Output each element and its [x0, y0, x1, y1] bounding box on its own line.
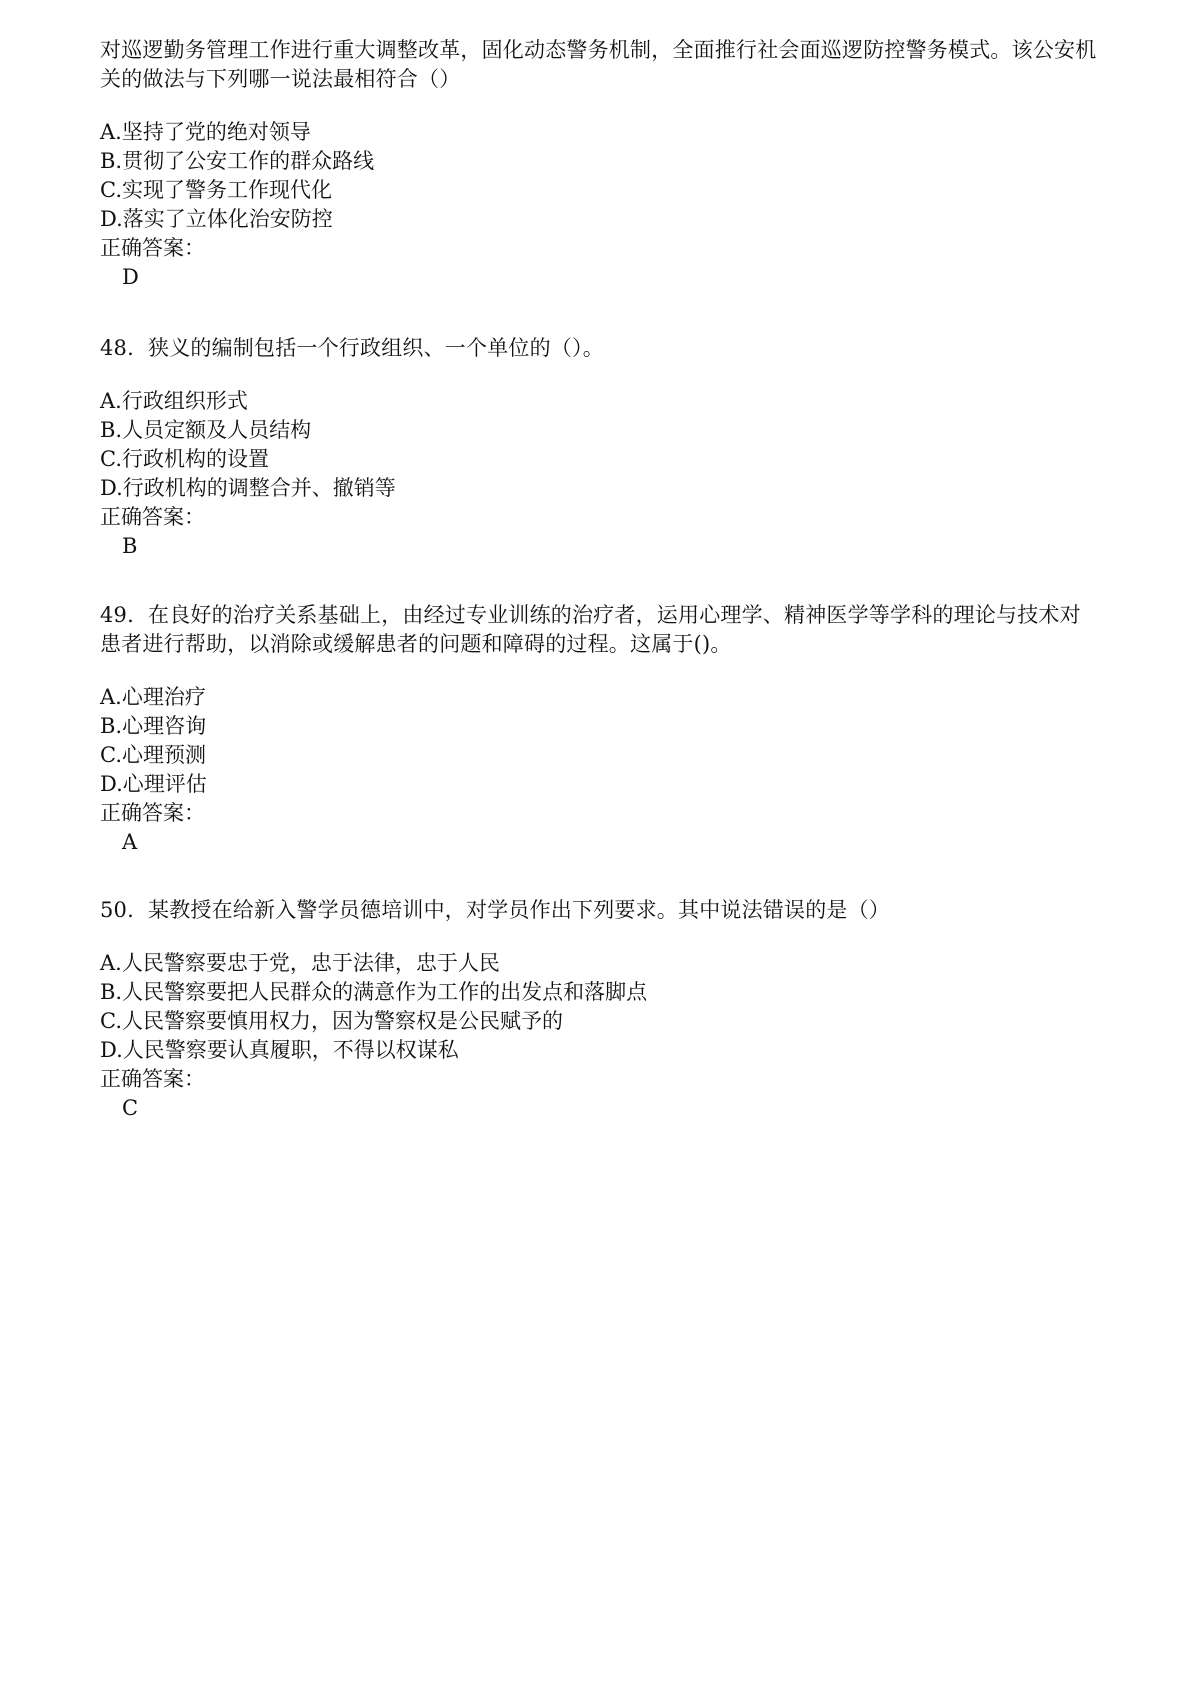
option-d: D.心理评估 [100, 772, 207, 796]
question-text: 某教授在给新入警学员德培训中，对学员作出下列要求。其中说法错误的是（） [148, 898, 890, 922]
answer-value: C [122, 1096, 139, 1120]
question-stem [100, 601, 1100, 659]
option-a: A.人民警察要忠于党，忠于法律，忠于人民 [100, 951, 500, 975]
question-stem: 对巡逻勤务管理工作进行重大调整改革，固化动态警务机制，全面推行社会面巡逻防控警务模式。该公安机关的做法与下列哪一说法最相符合（） [100, 38, 1097, 91]
question-number: 48. [100, 336, 134, 360]
option-list [100, 949, 1100, 1065]
option-c: C.人民警察要慎用权力，因为警察权是公民赋予的 [100, 1009, 563, 1033]
question-stem [100, 334, 1100, 363]
option-c: C.实现了警务工作现代化 [100, 178, 332, 202]
option-b: B.人民警察要把人民群众的满意作为工作的出发点和落脚点 [100, 980, 648, 1004]
option-b: B.人员定额及人员结构 [100, 418, 312, 442]
option-d: D.行政机构的调整合并、撤销等 [100, 476, 396, 500]
option-c: C.心理预测 [100, 743, 206, 767]
answer-value: D [122, 265, 139, 289]
option-b: B.心理咨询 [100, 714, 207, 738]
question-block-48 [100, 334, 1100, 561]
answer-label: 正确答案： [100, 1067, 205, 1091]
option-a: A.行政组织形式 [100, 389, 248, 413]
question-block-50 [100, 896, 1100, 1123]
answer-label: 正确答案： [100, 505, 205, 529]
answer-value: A [122, 830, 138, 854]
question-number: 50. [100, 898, 134, 922]
question-block-49 [100, 601, 1100, 857]
question-text: 在良好的治疗关系基础上，由经过专业训练的治疗者，运用心理学、精神医学等学科的理论与技术对患者进行帮助，以消除或缓解患者的问题和障碍的过程。这属于()。 [100, 603, 1081, 656]
answer-label: 正确答案： [100, 236, 205, 260]
question-text: 狭义的编制包括一个行政组织、一个单位的（）。 [148, 336, 604, 360]
answer-label: 正确答案： [100, 801, 205, 825]
option-a: A.心理治疗 [100, 685, 206, 709]
option-list [100, 387, 1100, 503]
answer-value: B [122, 534, 138, 558]
option-c: C.行政机构的设置 [100, 447, 269, 471]
option-list [100, 118, 1100, 234]
question-number: 49. [100, 603, 134, 627]
option-d: D.落实了立体化治安防控 [100, 207, 333, 231]
option-a: A.坚持了党的绝对领导 [100, 120, 311, 144]
option-b: B.贯彻了公安工作的群众路线 [100, 149, 375, 173]
option-d: D.人民警察要认真履职，不得以权谋私 [100, 1038, 459, 1062]
question-stem [100, 896, 1100, 925]
option-list [100, 683, 1100, 799]
question-block-47 [100, 36, 1100, 292]
